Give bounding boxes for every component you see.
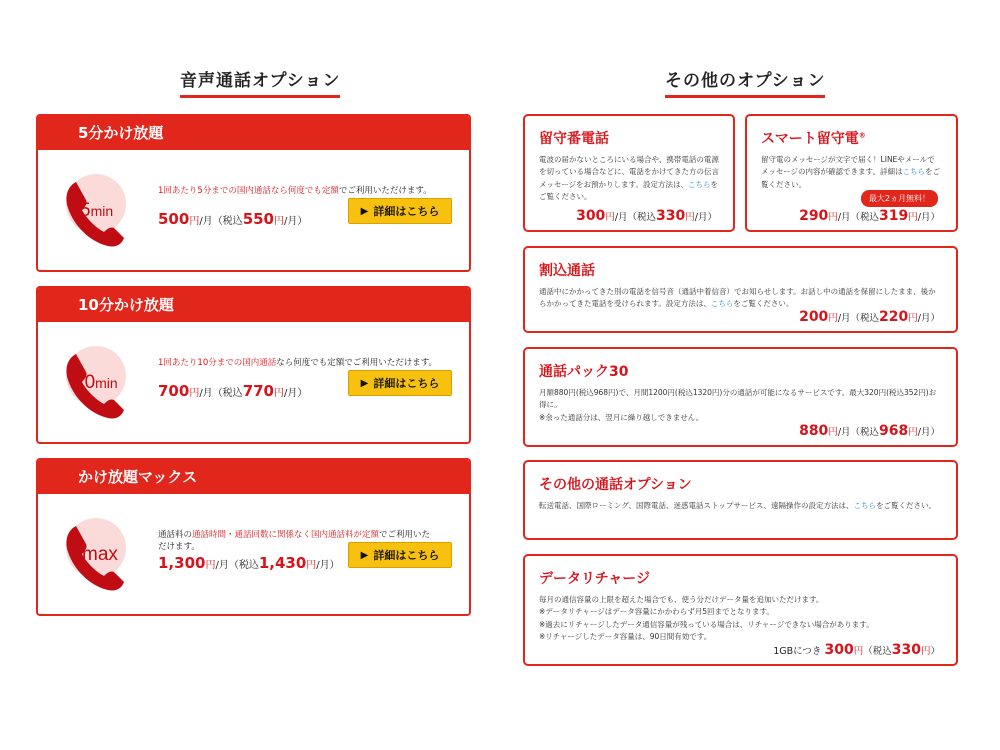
option-price: 880円/月（税込968円/月） <box>799 423 940 439</box>
option-price: 200円/月（税込220円/月） <box>799 309 940 325</box>
option-note: ※余った通話分は、翌月に繰り越しできません。 <box>539 412 704 422</box>
plan-description: 通話料の通話時間・通話回数に関係なく国内通話料が定額でご利用いただけます。 <box>158 530 431 552</box>
details-link[interactable]: こちら <box>902 167 925 177</box>
phone-icon <box>54 512 138 596</box>
plan-price: 700円/月（税込770円/月） <box>158 382 308 400</box>
option-card-call-waiting <box>523 246 958 333</box>
option-card-smart-voicemail <box>745 114 958 232</box>
option-title: その他の通話オプション <box>539 477 692 493</box>
option-price: 1GBにつき 300円（税込330円） <box>773 642 940 658</box>
phone-icon <box>54 340 138 424</box>
option-description: 通話中にかかってきた別の電話を信号音（通話中着信音）でお知らせします。お話し中の通話を保留にしたまま、後からかかってきた電話を受けられます。設定方法は、こちらをご覧ください。 <box>539 287 936 309</box>
option-price: 290円/月（税込319円/月） <box>799 208 940 224</box>
plan-price: 500円/月（税込550円/月） <box>158 210 308 228</box>
option-description-line: 毎月の通信容量の上限を超えた場合でも、使う分だけデータ量を追加いただけます。 <box>539 595 824 604</box>
option-title: データリチャージ <box>539 571 651 587</box>
play-triangle-icon: ▶ <box>360 205 369 217</box>
details-button[interactable]: ▶ 詳細はこちら <box>348 370 452 396</box>
other-options-title: その他のオプション <box>665 66 825 98</box>
details-link[interactable]: こちら <box>853 501 877 510</box>
plan-icon-label: 5 <box>80 200 91 221</box>
phone-icon <box>54 168 138 252</box>
details-button[interactable]: ▶ 詳細はこちら <box>348 542 452 568</box>
option-title: 留守番電話 <box>539 131 609 147</box>
option-card-call-pack <box>523 347 958 447</box>
option-description: 転送電話、国際ローミング、国際電話、迷惑電話ストップサービス、遠隔操作の設定方法は、こちらをご覧ください。 <box>539 501 937 510</box>
free-badge: 最大2ヵ月無料！ <box>861 190 938 207</box>
plan-card-5min <box>36 114 471 272</box>
option-title: スマート留守電® <box>761 131 866 147</box>
option-note: ※リチャージしたデータ容量は、90日間有効です。 <box>539 632 712 642</box>
plan-title: 5分かけ放題 <box>38 116 469 150</box>
option-description: 月額880円(税込968円)で、月間1200円(税込1320円)分の通話が可能になるサービスです。最大320円(税込352円)お得に。 <box>539 388 937 410</box>
plan-icon-label: max <box>82 544 118 565</box>
plan-price: 1,300円/月（税込1,430円/月） <box>158 554 340 572</box>
option-description: 留守電のメッセージが文字で届く！LINEやメールでメッセージの内容が確認できます。詳細はこちらをご覧ください。 <box>761 155 940 189</box>
option-note: ※過去にリチャージしたデータ通信容量が残っている場合は、リチャージできない場合があります。 <box>539 619 874 629</box>
option-price: 300円/月（税込330円/月） <box>576 208 717 224</box>
plan-icon-sublabel: min <box>95 375 118 391</box>
play-triangle-icon: ▶ <box>360 549 369 561</box>
play-triangle-icon: ▶ <box>360 377 369 389</box>
voice-options-title: 音声通話オプション <box>180 66 340 98</box>
option-description: 電波の届かないところにいる場合や、携帯電話の電源を切っている場合などに、電話をかけてきた方の伝言メッセージをお預かりします。設定方法は、こちらをご覧ください。 <box>539 155 719 202</box>
details-link[interactable]: こちら <box>710 299 734 309</box>
plan-icon-label: 10 <box>74 372 96 393</box>
option-card-voicemail <box>523 114 735 232</box>
details-link[interactable]: こちら <box>687 179 711 189</box>
option-card-other-calls <box>523 460 958 540</box>
plan-card-max <box>36 458 471 616</box>
plan-card-10min <box>36 286 471 444</box>
option-title: 割込通話 <box>539 263 595 279</box>
plan-title: かけ放題マックス <box>38 460 469 494</box>
plan-title: 10分かけ放題 <box>38 288 469 322</box>
plan-description: 1回あたり10分までの国内通話なら何度でも定額でご利用いただけます。 <box>158 358 438 368</box>
option-card-data-recharge <box>523 554 958 666</box>
option-title: 通話パック30 <box>539 364 629 380</box>
option-note: ※データリチャージはデータ容量にかかわらず月5回までとなります。 <box>539 607 774 617</box>
plan-icon-sublabel: min <box>90 203 114 219</box>
details-button[interactable]: ▶ 詳細はこちら <box>348 198 452 224</box>
plan-description: 1回あたり5分までの国内通話なら何度でも定額でご利用いただけます。 <box>158 186 432 196</box>
